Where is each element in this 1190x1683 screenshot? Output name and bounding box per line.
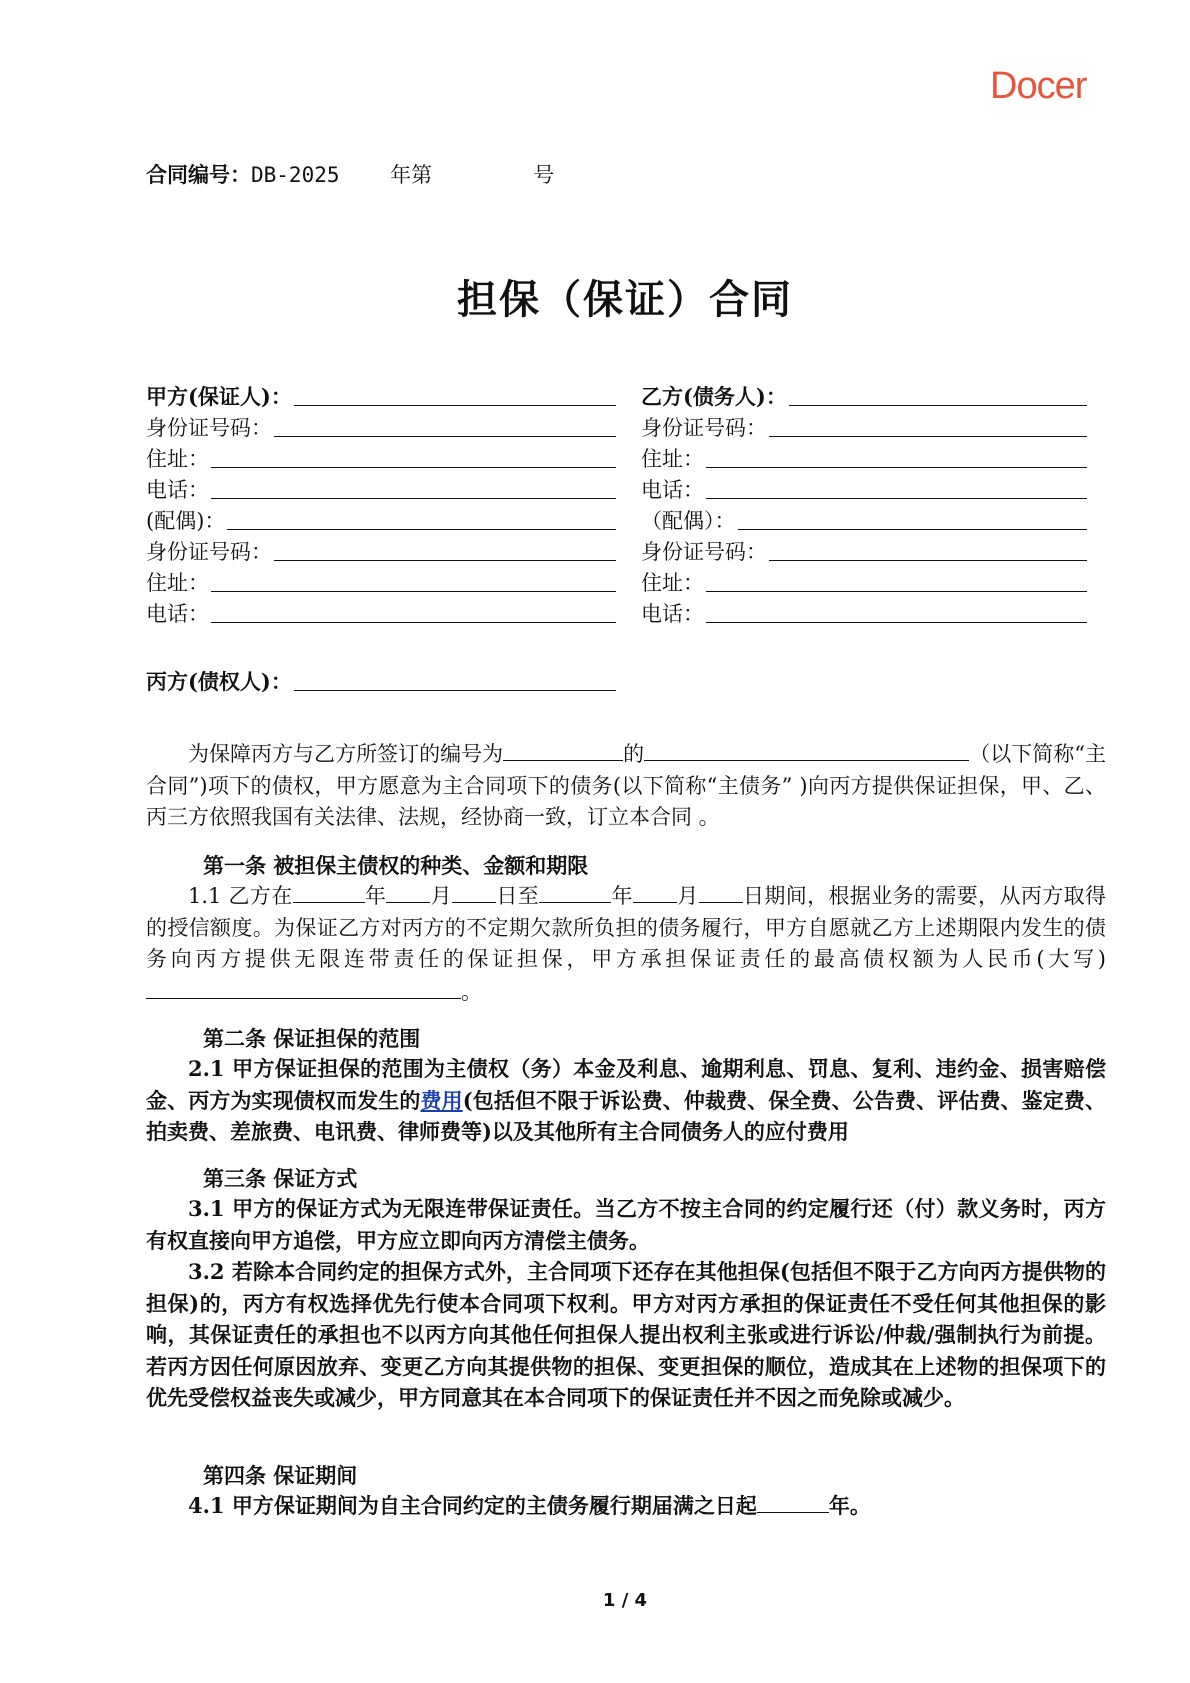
max-amount-blank[interactable] — [146, 976, 461, 999]
article-4-paragraph — [146, 1490, 1106, 1522]
start-year-blank[interactable] — [293, 880, 365, 903]
party-b-id-field[interactable] — [641, 411, 1087, 442]
field-label: 住址： — [641, 447, 704, 471]
article-1-text: 日期间，根据业务的需要，从丙方取得的授信额度。为保证乙方对丙方的不定期欠款所负担的债务履行，甲方自愿就乙方上述期限内发生的债务向丙方提供无限连带责任的保证担保，甲方承担保证责任的最高债权额为人民币(大写) — [146, 884, 1107, 971]
article-3-heading: 第三条 保证方式 — [203, 1166, 358, 1191]
party-a-spouse-field[interactable] — [146, 504, 616, 535]
page-title: 担保（保证）合同 — [457, 277, 793, 323]
party-a-name-field[interactable] — [146, 380, 616, 411]
article-1-text: 月 — [676, 884, 699, 908]
article-1-text: 日至 — [496, 884, 540, 908]
article-2-text: (包括但不限于诉讼费、仲裁费、保全费、公告费、评估费、鉴定费、拍卖费、差旅费、电讯费、律师费等)以及其他所有主合同债务人的应付费用 — [146, 1087, 1107, 1144]
article-1-text: 1.1 乙方在 — [188, 884, 293, 908]
field-label: 身份证号码： — [146, 540, 272, 564]
field-label: (配偶)： — [146, 509, 226, 533]
contract-number-blank[interactable] — [503, 738, 623, 761]
article-1-text: 年 — [611, 884, 633, 908]
contract-number-label: 合同编号： — [146, 163, 251, 187]
party-b-address-field[interactable] — [641, 442, 1087, 473]
field-label: 住址： — [641, 571, 704, 595]
preamble-text-3: （以下简称“主合同”)项下的债权，甲方愿意为主合同项下的债务(以下简称“主债务” )向丙方提供保证担保，甲、乙、丙三方依照我国有关法律、法规，经协商一致，订立本合同 。 — [146, 742, 1106, 829]
field-label: 住址： — [146, 571, 209, 595]
party-a-spouse-id-field[interactable] — [146, 535, 616, 566]
contract-name-blank[interactable] — [644, 738, 969, 761]
party-a-spouse-phone-field[interactable] — [146, 597, 616, 628]
start-month-blank[interactable] — [386, 880, 430, 903]
end-day-blank[interactable] — [699, 880, 743, 903]
article-2-heading: 第二条 保证担保的范围 — [203, 1026, 421, 1051]
article-2-text: 2.1 甲方保证担保的范围为主债权（务）本金及利息、逾期利息、罚息、复利、违约金、损害赔偿金、丙方为实现债权而发生的 — [146, 1056, 1106, 1113]
start-day-blank[interactable] — [452, 880, 496, 903]
field-label: 丙方(债权人)： — [146, 669, 292, 694]
field-label: 甲方(保证人)： — [146, 384, 292, 409]
party-b-block — [641, 380, 1087, 628]
party-b-name-field[interactable] — [641, 380, 1087, 411]
party-a-spouse-address-field[interactable] — [146, 566, 616, 597]
end-month-blank[interactable] — [633, 880, 677, 903]
preamble-text-2: 的 — [623, 742, 645, 766]
party-b-spouse-id-field[interactable] — [641, 535, 1087, 566]
article-1-text: 月 — [430, 884, 453, 908]
party-b-spouse-phone-field[interactable] — [641, 597, 1087, 628]
article-3-paragraph-2: 3.2 若除本合同约定的担保方式外，主合同项下还存在其他担保(包括但不限于乙方向丙方提供物的担保)的，丙方有权选择优先行使本合同项下权利。甲方对丙方承担的保证责任不受任何其他担保的影响，其保证责任的承担也不以丙方向其他任何担保人提出权利主张或进行诉讼/仲裁/强制执行为前提。若丙方因任何原因放弃、变更乙方向其提供物的担保、变更担保的顺位，造成其在上述物的担保项下的优先受偿权益丧失或减少，甲方同意其在本合同项下的保证责任并不因之而免除或减少。 — [146, 1259, 1106, 1410]
party-c-name-field[interactable] — [146, 665, 616, 696]
party-b-spouse-address-field[interactable] — [641, 566, 1087, 597]
party-a-phone-field[interactable] — [146, 473, 616, 504]
field-label: 身份证号码： — [641, 416, 767, 440]
logo-text: Docer — [990, 65, 1087, 107]
end-year-blank[interactable] — [539, 880, 611, 903]
docer-logo — [990, 58, 1100, 114]
party-a-id-field[interactable] — [146, 411, 616, 442]
article-2-paragraph — [146, 1053, 1106, 1148]
guarantee-years-blank[interactable] — [757, 1490, 829, 1513]
contract-number — [146, 160, 554, 190]
article-3-paragraph-1: 3.1 甲方的保证方式为无限连带保证责任。当乙方不按主合同的约定履行还（付）款义务时，丙方有权直接向甲方追偿，甲方应立即向丙方清偿主债务。 — [146, 1196, 1106, 1253]
article-4-text: 4.1 甲方保证期间为自主合同约定的主债务履行期届满之日起 — [188, 1493, 757, 1518]
field-label: 电话： — [146, 602, 209, 626]
party-b-spouse-field[interactable] — [641, 504, 1087, 535]
preamble-text-1: 为保障丙方与乙方所签订的编号为 — [188, 742, 504, 766]
field-label: 身份证号码： — [641, 540, 767, 564]
fees-link[interactable]: 费用 — [420, 1087, 463, 1113]
field-label: 电话： — [641, 478, 704, 502]
party-b-phone-field[interactable] — [641, 473, 1087, 504]
field-label: 电话： — [641, 602, 704, 626]
field-label: 电话： — [146, 478, 209, 502]
party-a-address-field[interactable] — [146, 442, 616, 473]
contract-number-value: DB-2025 年第 号 — [251, 163, 555, 187]
party-c-block — [146, 665, 616, 696]
party-a-block — [146, 380, 616, 628]
field-label: 乙方(债务人)： — [641, 384, 787, 409]
article-1-paragraph — [146, 880, 1106, 1008]
article-1-text: 年 — [364, 884, 387, 908]
preamble-paragraph — [146, 738, 1106, 834]
field-label: 住址： — [146, 447, 209, 471]
article-4-text: 年。 — [828, 1493, 871, 1518]
article-4-heading: 第四条 保证期间 — [203, 1463, 358, 1488]
field-label: （配偶）： — [641, 509, 736, 533]
article-1-text: 。 — [461, 979, 482, 1004]
field-label: 身份证号码： — [146, 416, 272, 440]
article-1-heading: 第一条 被担保主债权的种类、金额和期限 — [203, 853, 589, 878]
page-number: 1 / 4 — [602, 1590, 648, 1611]
